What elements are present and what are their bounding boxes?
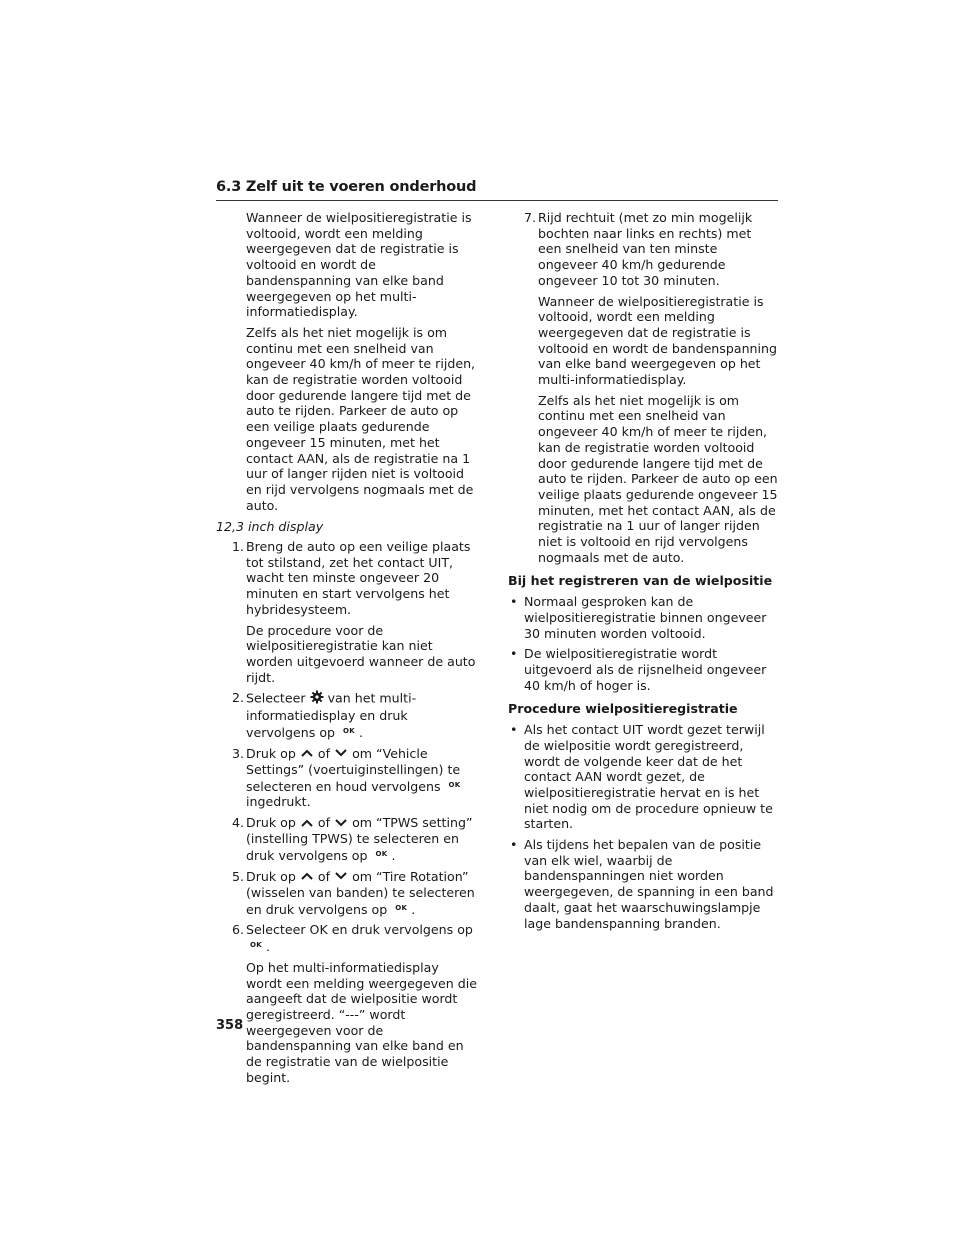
step-2	[216, 690, 478, 740]
step-note: Op het multi-informatiedisplay wordt een melding weergegeven die aangeeft dat de wielpositie wordt geregistreerd. “---” wordt weergegeven voor de bandenspanning van elke band en de registratie van de wielpositie begint.	[246, 959, 478, 1085]
gear-icon	[310, 690, 324, 708]
step-text: om “TPWS setting” (instelling TPWS) te selecteren en druk vervolgens op	[246, 814, 473, 863]
left-column	[216, 210, 478, 1090]
step-number: 4.	[231, 814, 244, 830]
chevron-down-icon	[334, 816, 348, 832]
step-text: Selecteer	[246, 690, 306, 706]
list-item-text: Als tijdens het bepalen van de positie van elk wiel, waarbij de bandenspanningen niet worden weergegeven, de spanning in een band daalt, gaat het waarschuwingslampje lage bandenspanning branden.	[524, 837, 774, 931]
step-text: Rijd rechtuit (met zo min mogelijk bochten naar links en rechts) met een snelheid van ten minste ongeveer 40 km/h gedurende ongeveer 10 tot 30 minuten.	[538, 210, 753, 288]
bullet-marker: •	[510, 646, 518, 662]
ok-button-icon: OK	[250, 941, 262, 950]
chevron-down-icon	[334, 746, 348, 762]
list-item-text: De wielpositieregistratie wordt uitgevoerd als de rijsnelheid ongeveer 40 km/h of hoger is.	[524, 646, 767, 693]
bullet-marker: •	[510, 722, 518, 738]
paragraph: Wanneer de wielpositieregistratie is voltooid, wordt een melding weergegeven dat de registratie is voltooid en wordt de bandenspanning van elke band weergegeven op het multi-informatiedisplay.	[246, 210, 472, 320]
step-text: ingedrukt.	[246, 794, 311, 810]
step-number: 2.	[231, 690, 244, 706]
step-6	[216, 922, 478, 1085]
step-text: Druk op	[246, 814, 296, 830]
step-number: 3.	[231, 745, 244, 761]
step-1	[216, 539, 478, 685]
list-item	[508, 646, 778, 693]
step-text: Druk op	[246, 868, 296, 884]
chevron-down-icon	[334, 869, 348, 885]
step-text: of	[317, 814, 331, 830]
step-text: om “Vehicle Settings” (voertuiginstellingen) te selecteren en houd vervolgens	[246, 745, 461, 794]
step-text: om “Tire Rotation” (wisselen van banden) te selecteren en druk vervolgens op	[246, 868, 475, 917]
step-text: .	[391, 848, 396, 863]
chevron-up-icon	[300, 869, 314, 885]
step-5	[216, 869, 478, 918]
step-number: 1.	[231, 539, 244, 555]
step-text: .	[359, 724, 364, 740]
ok-button-icon: OK	[375, 850, 388, 858]
step-number: 6.	[231, 922, 244, 938]
list-item-text: Als het contact UIT wordt gezet terwijl de wielpositie wordt geregistreerd, wordt de volgende keer dat de het contact AAN wordt gezet, de wielpositieregistratie hervat en is het niet nodig om de procedure opnieuw te starten.	[524, 722, 773, 832]
ok-button-icon: OK	[343, 726, 356, 735]
bullet-marker: •	[510, 837, 518, 853]
ok-button-icon: OK	[395, 903, 408, 912]
page-number: 358	[216, 1018, 244, 1033]
subheading-display: 12,3 inch display	[216, 519, 324, 535]
list-item-text: Normaal gesproken kan de wielpositieregistratie binnen ongeveer 30 minuten worden voltooid.	[524, 594, 767, 641]
list-item	[508, 594, 778, 641]
list-item	[508, 837, 778, 931]
step-text: of	[317, 868, 331, 884]
chevron-up-icon	[300, 816, 314, 832]
step-note: Zelfs als het niet mogelijk is om continu met een snelheid van ongeveer 40 km/h of meer te rijden, kan de registratie worden voltooid door gedurende langere tijd met de auto te rijden. Parkeer de auto op een veilige plaats gedurende ongeveer 15 minuten, met het contact AAN, als de registratie na 1 uur of langer rijden niet is voltooid en rijd vervolgens nogmaals met de auto.	[538, 392, 778, 565]
step-number: 5.	[231, 868, 244, 884]
section-heading: Bij het registreren van de wielpositie	[508, 573, 773, 589]
step-number: 7.	[523, 210, 536, 225]
step-7	[508, 210, 778, 565]
step-text: .	[265, 939, 270, 955]
step-note: De procedure voor de wielpositieregistratie kan niet worden uitgevoerd wanneer de auto rijdt.	[246, 622, 476, 685]
step-text: van het multi-informatiedisplay en druk vervolgens op	[246, 690, 417, 740]
bullet-marker: •	[510, 594, 518, 610]
paragraph: Zelfs als het niet mogelijk is om continu met een snelheid van ongeveer 40 km/h of meer te rijden, kan de registratie worden voltooid door gedurende langere tijd met de auto te rijden. Parkeer de auto op een veilige plaats gedurende ongeveer 15 minuten, met het contact AAN, als de registratie na 1 uur of langer rijden niet is voltooid en rijd vervolgens nogmaals met de auto.	[246, 324, 476, 513]
step-text: of	[317, 745, 331, 761]
chevron-up-icon	[300, 746, 314, 762]
section-heading: Procedure wielpositieregistratie	[508, 701, 738, 717]
step-text: Breng de auto op een veilige plaats tot stilstand, zet het contact UIT, wacht ten minste ongeveer 20 minuten en start vervolgens het hybridesysteem.	[246, 539, 471, 617]
step-note: Wanneer de wielpositieregistratie is voltooid, wordt een melding weergegeven dat de registratie is voltooid en wordt de bandenspanning van elke band weergegeven op het multi-informatiedisplay.	[538, 293, 778, 388]
ok-button-icon: OK	[448, 780, 461, 789]
right-column	[508, 210, 778, 936]
list-item	[508, 722, 778, 832]
section-header	[216, 177, 778, 201]
step-3	[216, 746, 478, 810]
step-text: Selecteer OK en druk vervolgens op	[246, 922, 473, 938]
step-text: Druk op	[246, 745, 296, 761]
step-text: .	[411, 901, 416, 917]
step-4	[216, 815, 478, 864]
section-title: 6.3 Zelf uit te voeren onderhoud	[216, 179, 477, 195]
